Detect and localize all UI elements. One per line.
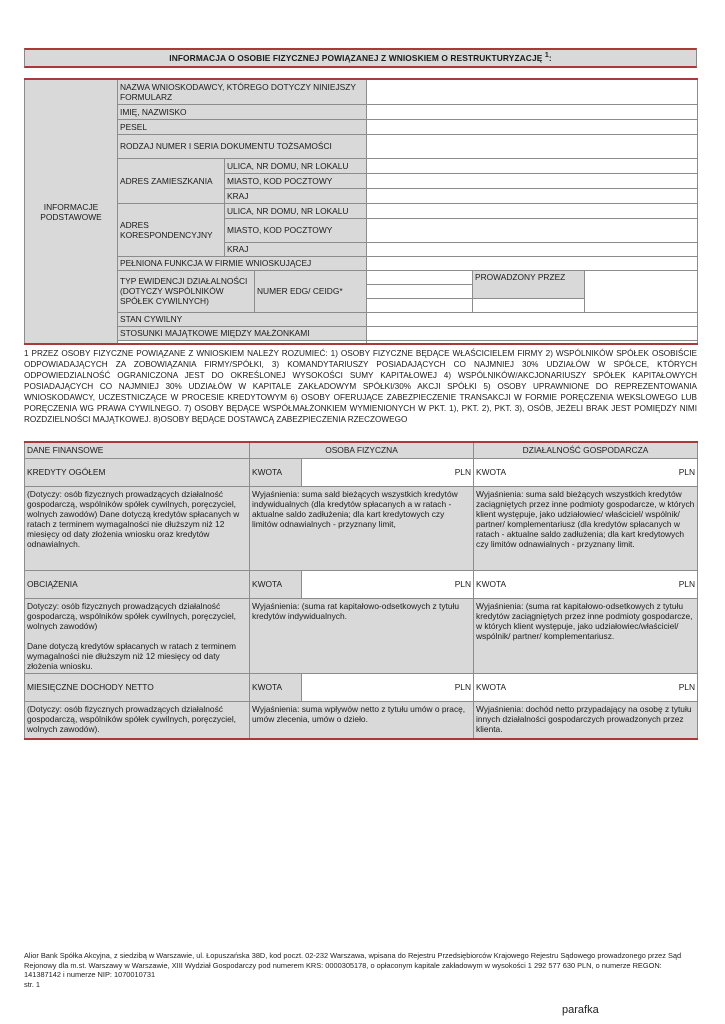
credits-note: (Dotyczy: osób fizycznych prowadzących działalność gospodarczą, wspólników spółek cywilnych, poręczyciel, wolnych zawodów) Dane dotyczą kredytów spłacanych w ratach z terminem wymagalności nie dłuższym niż 12 miesięcy od daty złożenia wniosku oraz kredytów odnawialnych.	[25, 486, 250, 570]
correspondence-street-label: ULICA, NR DOMU, NR LOKALU	[225, 203, 367, 218]
correspondence-country-label: KRAJ	[225, 242, 367, 256]
burdens-person-amount-field[interactable]	[302, 570, 474, 598]
credits-business-amount-label: KWOTA	[476, 467, 507, 477]
correspondence-address-label: ADRES KORESPONDENCYJNY	[118, 203, 225, 256]
edg-number-field-2[interactable]	[367, 284, 473, 298]
pesel-label: PESEL	[118, 119, 367, 134]
correspondence-city-label: MIASTO, KOD POCZTOWY	[225, 218, 367, 242]
edg-number-field[interactable]	[367, 270, 473, 284]
basic-info-spacer-field	[367, 340, 698, 344]
function-field[interactable]	[367, 256, 698, 270]
residence-country-field[interactable]	[367, 188, 698, 203]
income-label: MIESIĘCZNE DOCHODY NETTO	[25, 673, 250, 701]
residence-address-label: ADRES ZAMIESZKANIA	[118, 158, 225, 203]
page-footer	[24, 951, 697, 989]
credits-person-amount-field[interactable]	[302, 458, 474, 486]
maintained-by-label: PROWADZONY PRZEZ	[473, 270, 585, 298]
edg-number-label: NUMER EDG/ CEIDG*	[255, 270, 367, 312]
residence-street-label: ULICA, NR DOMU, NR LOKALU	[225, 158, 367, 173]
credits-person-explanation: Wyjaśnienia: suma sald bieżących wszystkich kredytów indywidualnych (dla kredytów spłacanych a w ratach - aktualne saldo zadłużenia; dla kart kredytowych czy limitów odnawialnych - przyznany limit,	[250, 486, 474, 570]
initials-label: parafka	[562, 1004, 599, 1016]
burdens-note-terms: Dane dotyczą kredytów spłacanych w ratach z terminem wymagalności nie dłuższym niż 12 miesięcy od daty złożenia wniosku.	[27, 640, 236, 671]
maintained-by-field[interactable]	[585, 270, 698, 312]
income-person-explanation: Wyjaśnienia: suma wpływów netto z tytułu umów o pracę, umów zlecenia, umów o dzieło.	[250, 701, 474, 739]
marital-status-label: STAN CYWILNY	[118, 312, 367, 326]
credits-business-explanation: Wyjaśnienia: suma sald bieżących wszystkich kredytów zaciągniętych przez inne podmioty gospodarcze, w których klient występuje, jako udziałowiec/ właściciel/ wspólnik/ partner/ komplementariusz (dla kredytów spłacanych w ratach - aktualne saldo zadłużenia; dla kart kredytowych czy limitów odnawialnych - przyznany limit.	[474, 486, 698, 570]
income-person-amount-label: KWOTA	[250, 673, 302, 701]
burdens-note	[25, 598, 250, 673]
id-document-field[interactable]	[367, 134, 698, 158]
income-note: (Dotyczy: osób fizycznych prowadzących działalność gospodarczą, wspólników spółek cywilnych, poręczyciel, wolnych zawodów).	[25, 701, 250, 739]
footer-page-number: str. 1	[24, 979, 41, 989]
income-business-explanation: Wyjaśnienia: dochód netto przypadający na osobę z tytułu innych działalności gospodarczych prowadzonych przez klienta.	[474, 701, 698, 739]
credits-person-currency: PLN	[454, 467, 471, 477]
burdens-label: OBCIĄŻENIA	[25, 570, 250, 598]
edg-number-field-3[interactable]	[367, 298, 473, 312]
form-title-text: INFORMACJA O OSOBIE FIZYCZNEJ POWIĄZANEJ Z WNIOSKIEM O RESTRUKTURYZACJĘ	[169, 53, 543, 63]
burdens-business-amount-field[interactable]	[474, 570, 698, 598]
credits-label: KREDYTY OGÓŁEM	[25, 458, 250, 486]
burdens-business-currency: PLN	[678, 579, 695, 589]
basic-info-section-label: INFORMACJE PODSTAWOWE	[25, 79, 118, 344]
maintained-by-field-2[interactable]	[473, 298, 585, 312]
credits-person-amount-label: KWOTA	[250, 458, 302, 486]
residence-city-field[interactable]	[367, 173, 698, 188]
burdens-business-explanation: Wyjaśnienia: (suma rat kapitałowo-odsetkowych z tytułu kredytów zaciągniętych przez inne podmioty gospodarcze, w których klient występuje, jako udziałowiec/właściciel/ wspólnik/ partner/ komplementariusz.	[474, 598, 698, 673]
financial-col-business: DZIAŁALNOŚĆ GOSPODARCZA	[474, 442, 698, 458]
id-document-label: RODZAJ NUMER I SERIA DOKUMENTU TOŻSAMOŚCI	[118, 134, 367, 158]
income-person-amount-field[interactable]	[302, 673, 474, 701]
business-type-label: TYP EWIDENCJI DZIAŁALNOŚCI (DOTYCZY WSPÓLNIKÓW SPÓŁEK CYWILNYCH)	[118, 270, 255, 312]
footer-company-info: Alior Bank Spółka Akcyjna, z siedzibą w Warszawie, ul. Łopuszańska 38D, kod poczt. 02-232 Warszawa, wpisana do Rejestru Przedsiębiorców Krajowego Rejestru Sądowego prowadzonego przez Sąd Rejonowy dla m.st. Warszawy w Warszawie, XIII Wydział Gospodarczy pod numerem KRS: 0000305178, o opłaconym kapitale zakładowym w wysokości 1 292 577 630 PLN, o numerze REGON: 141387142 i numerze NIP: 1070010731	[24, 951, 682, 979]
financial-col-label: DANE FINANSOWE	[25, 442, 250, 458]
correspondence-city-field[interactable]	[367, 218, 698, 242]
function-label: PEŁNIONA FUNKCJA W FIRMIE WNIOSKUJĄCEJ	[118, 256, 367, 270]
basic-info-spacer	[118, 340, 367, 344]
form-title-footnote-mark: 1	[544, 52, 549, 59]
applicant-name-field[interactable]	[367, 79, 698, 104]
pesel-field[interactable]	[367, 119, 698, 134]
burdens-person-currency: PLN	[454, 579, 471, 589]
basic-info-table	[24, 78, 698, 345]
footnote-definition: 1 PRZEZ OSOBY FIZYCZNE POWIĄZANE Z WNIOSKIEM NALEŻY ROZUMIEĆ: 1) OSOBY FIZYCZNE BĘDĄCE WŁAŚCICIELEM FIRMY 2) WSPÓLNIKÓW SPÓŁEK OSOBIŚCIE ODPOWIADAJĄCYCH ZA ZOBOWIĄZANIA FIRMY/SPÓŁKI, 3) KOMANDYTARIUSZY POSIADAJĄCYCH CO NAJMNIEJ 30% UDZIAŁÓW W SPÓŁCE, KTÓRYCH ODPOWIEDZIALNOŚĆ OGRANICZONA JEST DO OKREŚLONEJ WYSOKOŚCI SUMY KAPITAŁOWEJ 4) WSPÓLNIKÓW/AKCJONARIUSZY SPÓŁEK KAPITAŁOWYCH POSIADAJĄCYCH CO NAJMNIEJ 30% UDZIAŁÓW W KAPITALE ZAKŁADOWYM SPÓŁKI/30% AKCJI SPÓŁKI 5) OSOBY UPRAWNIONE DO REPREZENTOWANIA WNIOSKODAWCY, UCZESTNICZĄCE W PROCESIE KREDYTOWYM 6) OSOBY OFERUJĄCE ZABEZPIECZENIE TRANSAKCJI W FORMIE PORĘCZENIA WEKSLOWEGO LUB PORĘCZENIA WG PRAWA CYWILNEGO. 7) OSOBY BĘDĄCE WSPÓŁMAŁŻONKIEM WYMIENIONYCH W PKT. 1), PKT. 2), PKT. 3), OSÓB, JEŻELI BRAK JEST POMIĘDZY NIMI ROZDZIELNOŚCI MAJĄTKOWEJ. 8)OSOBY BĘDĄCE DOSTAWCĄ ZABEZPIECZENIA RZECZOWEGO	[24, 349, 697, 424]
income-business-currency: PLN	[678, 682, 695, 692]
full-name-field[interactable]	[367, 104, 698, 119]
burdens-note-scope: Dotyczy: osób fizycznych prowadzących działalność gospodarczą, wspólników spółek cywilnych, poręczyciel, wolnych zawodów)	[27, 600, 237, 631]
burdens-person-amount-label: KWOTA	[250, 570, 302, 598]
income-person-currency: PLN	[454, 682, 471, 692]
income-business-amount-field[interactable]	[474, 673, 698, 701]
form-title	[24, 48, 697, 68]
financial-data-table	[24, 441, 698, 740]
burdens-business-amount-label: KWOTA	[476, 579, 507, 589]
correspondence-street-field[interactable]	[367, 203, 698, 218]
burdens-note-gap	[27, 631, 247, 641]
applicant-name-label: NAZWA WNIOSKODAWCY, KTÓREGO DOTYCZY NINIEJSZY FORMULARZ	[118, 79, 367, 104]
burdens-person-explanation: Wyjaśnienia: (suma rat kapitałowo-odsetkowych z tytułu kredytów indywidualnych.	[250, 598, 474, 673]
financial-col-person: OSOBA FIZYCZNA	[250, 442, 474, 458]
full-name-label: IMIĘ, NAZWISKO	[118, 104, 367, 119]
residence-street-field[interactable]	[367, 158, 698, 173]
credits-business-currency: PLN	[678, 467, 695, 477]
income-business-amount-label: KWOTA	[476, 682, 507, 692]
residence-country-label: KRAJ	[225, 188, 367, 203]
correspondence-country-field[interactable]	[367, 242, 698, 256]
property-relations-label: STOSUNKI MAJĄTKOWE MIĘDZY MAŁŻONKAMI	[118, 326, 367, 340]
marital-status-field[interactable]	[367, 312, 698, 326]
credits-business-amount-field[interactable]	[474, 458, 698, 486]
form-title-colon: :	[548, 53, 552, 63]
residence-city-label: MIASTO, KOD POCZTOWY	[225, 173, 367, 188]
property-relations-field[interactable]	[367, 326, 698, 340]
